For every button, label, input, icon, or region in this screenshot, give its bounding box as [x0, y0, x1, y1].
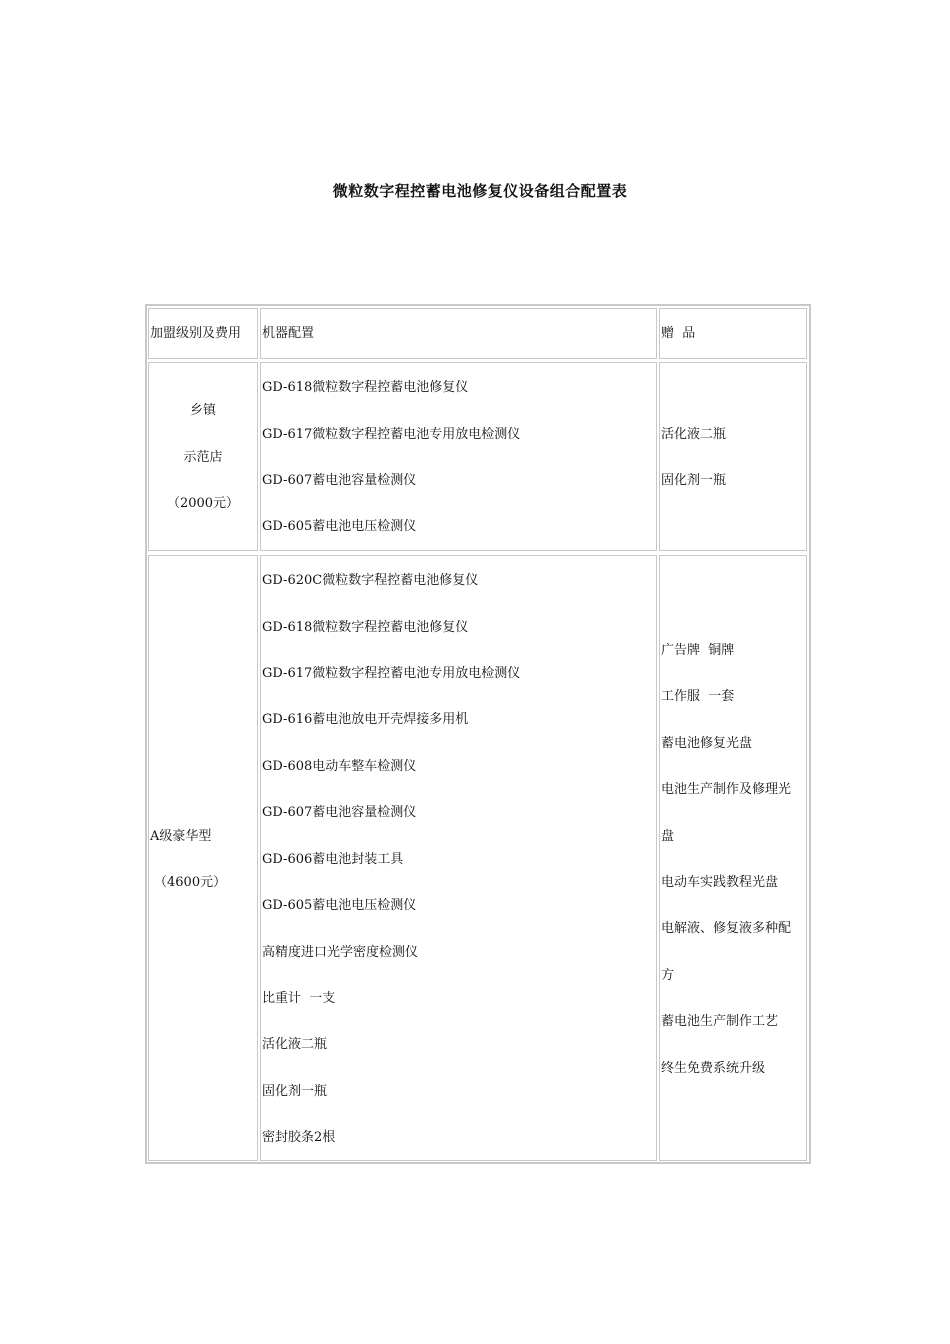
row1-machine-item: GD-605蓄电池电压检测仪 [262, 519, 417, 534]
row2-gift-item: 广告牌 铜牌 [661, 643, 735, 658]
row2-gift-item: 蓄电池修复光盘 [661, 736, 753, 751]
row2-gift-item: 蓄电池生产制作工艺 [661, 1014, 779, 1029]
row2-machine-item: GD-608电动车整车检测仪 [262, 759, 417, 774]
row2-machine-item: GD-620C微粒数字程控蓄电池修复仪 [262, 573, 479, 588]
row1-machine-item: GD-607蓄电池容量检测仪 [262, 473, 417, 488]
row2-gift-item: 电池生产制作及修理光 [661, 782, 792, 797]
row2-machine-item: 活化液二瓶 [262, 1037, 328, 1052]
row1-level-text: 示范店 [183, 450, 223, 465]
row2-machine-item: GD-618微粒数字程控蓄电池修复仪 [262, 620, 469, 635]
row1-gift-item: 固化剂一瓶 [661, 473, 727, 488]
row2-gift-item: 工作服 一套 [661, 689, 735, 704]
row2-level-text: A级豪华型 [150, 829, 212, 844]
row1-gifts-cell [659, 362, 807, 551]
row2-machine-item: 密封胶条2根 [262, 1130, 336, 1145]
row2-machine-item: GD-616蓄电池放电开壳焊接多用机 [262, 712, 469, 727]
row2-machine-item: 比重计 一支 [262, 991, 336, 1006]
row2-machine-item: 固化剂一瓶 [262, 1084, 328, 1099]
row2-gift-item: 盘 [661, 829, 675, 844]
row2-machine-item: GD-617微粒数字程控蓄电池专用放电检测仪 [262, 666, 521, 681]
row1-level-text: 乡镇 [189, 403, 216, 418]
row1-gift-item: 活化液二瓶 [661, 427, 727, 442]
row2-machine-item: GD-606蓄电池封装工具 [262, 852, 404, 867]
row2-machine-item: GD-605蓄电池电压检测仪 [262, 898, 417, 913]
row2-gift-item: 方 [661, 968, 675, 983]
row1-machine-item: GD-618微粒数字程控蓄电池修复仪 [262, 380, 469, 395]
row2-machine-item: 高精度进口光学密度检测仪 [262, 945, 419, 960]
row2-level-cell [148, 555, 258, 1161]
row2-gift-item: 电解液、修复液多种配 [661, 921, 792, 936]
row1-level-fee: （2000元） [166, 496, 240, 511]
row2-machine-item: GD-607蓄电池容量检测仪 [262, 805, 417, 820]
document-title: 微粒数字程控蓄电池修复仪设备组合配置表 [332, 182, 628, 200]
header-machines-label: 机器配置 [262, 326, 315, 341]
row2-gift-item: 终生免费系统升级 [661, 1061, 766, 1076]
header-cell-machines [260, 308, 657, 359]
header-gifts-label: 赠 品 [661, 326, 696, 341]
row2-level-fee: （4600元） [154, 875, 227, 890]
row1-machine-item: GD-617微粒数字程控蓄电池专用放电检测仪 [262, 427, 521, 442]
row2-gift-item: 电动车实践教程光盘 [661, 875, 779, 890]
header-level-label: 加盟级别及费用 [150, 326, 242, 341]
